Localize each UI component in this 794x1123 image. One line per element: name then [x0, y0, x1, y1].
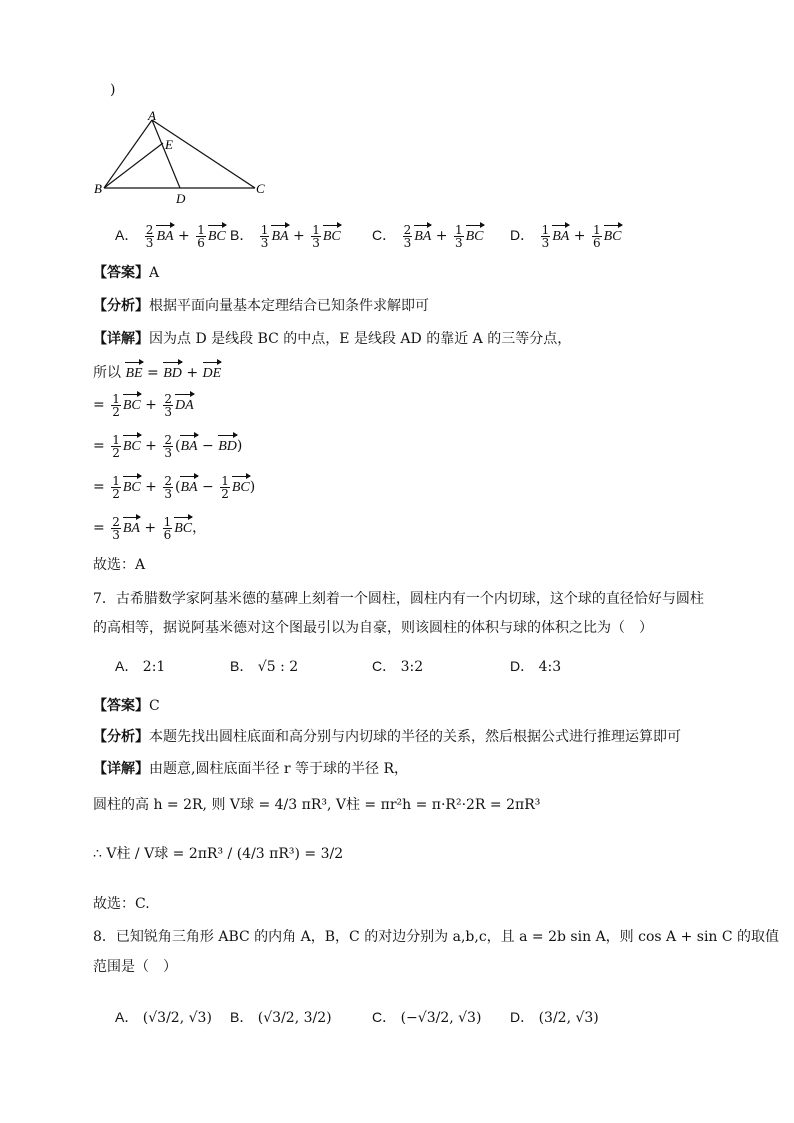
q7-detail-line-1: 【详解】由题意,圆柱底面半径 r 等于球的半径 R， — [93, 761, 409, 777]
q6-derivation-line-4: = $\frac{1}{2}$ BC + $\frac{2}{3}$ (BA − $\frac{1}{2}$ BC) — [93, 473, 256, 501]
q6-choice-c: C． $\frac{2}{3}$ BA + $\frac{1}{3}$ BC — [372, 222, 484, 250]
q6-choice-a: A． $\frac{2}{3}$ BA + $\frac{1}{6}$ BC — [115, 222, 226, 250]
side-ac — [152, 120, 255, 188]
q7-choice-a: A． 2:1 — [115, 658, 166, 675]
q6-conclusion: 故选：A — [93, 557, 146, 573]
q6-analysis: 【分析】根据平面向量基本定理结合已知条件求解即可 — [93, 298, 429, 314]
q6-derivation-line-5: = $\frac{2}{3}$ BA + $\frac{1}{6}$ BC， — [93, 514, 207, 542]
q7-choice-d: D． 4:3 — [510, 658, 562, 675]
segment-ad — [152, 120, 180, 188]
label-c: C — [256, 181, 265, 196]
q7-analysis: 【分析】本题先找出圆柱底面和高分别与内切球的半径的关系，然后根据公式进行推理运算即可 — [93, 729, 681, 745]
q7-detail-line-2: 圆柱的高 h = 2R, 则 V球 = 4/3 πR³, V柱 = πr²h = π·R²·2R = 2πR³ — [93, 797, 541, 813]
label-d: D — [176, 191, 186, 206]
q7-stem-line-1: 7．古希腊数学家阿基米德的墓碑上刻着一个圆柱，圆柱内有一个内切球，这个球的直径恰好与圆柱 — [93, 591, 704, 607]
label-b: B — [94, 181, 102, 196]
q6-detail-intro: 【详解】因为点 D 是线段 BC 的中点，E 是线段 AD 的靠近 A 的三等分点， — [93, 331, 572, 347]
triangle-diagram — [90, 108, 280, 208]
q8-stem-line-1: 8．已知锐角三角形 ABC 的内角 A，B，C 的对边分别为 a,b,c，且 a = 2b sin A，则 cos A + sin C 的取值 — [93, 929, 780, 945]
q6-answer: 【答案】A — [93, 265, 160, 281]
side-ab — [104, 120, 152, 188]
label-e: E — [165, 137, 173, 152]
q8-stem-line-2: 范围是（ ） — [93, 959, 177, 975]
q8-choice-b: B． (√3/2, 3/2) — [230, 1009, 332, 1026]
q7-choice-b: B． √5 : 2 — [230, 658, 299, 675]
q7-stem-line-2: 的高相等，据说阿基米德对这个图最引以为自豪，则该圆柱的体积与球的体积之比为（ ） — [93, 620, 653, 636]
q8-choice-a: A． (√3/2, √3) — [115, 1009, 212, 1026]
q6-derivation-line-1: 所以 BE = BD + DE — [93, 360, 221, 383]
q6-derivation-line-2: = $\frac{1}{2}$ BC + $\frac{2}{3}$ DA — [93, 391, 194, 419]
q6-choice-b: B． $\frac{1}{3}$ BA + $\frac{1}{3}$ BC — [230, 222, 341, 250]
segment-be — [104, 143, 163, 188]
q7-choice-c: C． 3:2 — [372, 658, 424, 675]
q8-choice-c: C． (−√3/2, √3) — [372, 1009, 482, 1026]
q8-choice-d: D． (3/2, √3) — [510, 1009, 599, 1026]
label-a: A — [148, 108, 156, 123]
q6-choice-d: D． $\frac{1}{3}$ BA + $\frac{1}{6}$ BC — [510, 222, 622, 250]
q6-derivation-line-3: = $\frac{1}{2}$ BC + $\frac{2}{3}$ (BA − BD) — [93, 432, 243, 460]
q7-answer: 【答案】C — [93, 698, 160, 714]
q7-conclusion: 故选：C. — [93, 896, 150, 912]
q7-detail-line-3: ∴ V柱 / V球 = 2πR³ / (4/3 πR³) = 3/2 — [93, 846, 344, 862]
closing-paren: ) — [110, 82, 116, 98]
